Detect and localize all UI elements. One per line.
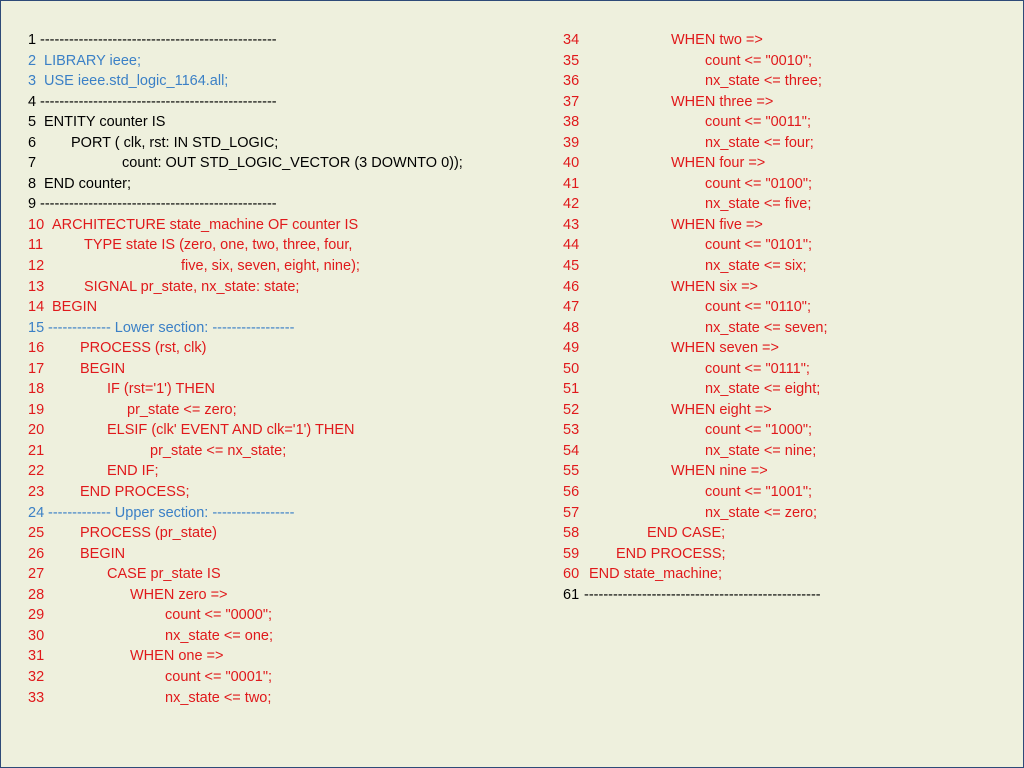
- line-number: 1: [28, 32, 37, 48]
- code-text: CASE pr_state IS: [107, 566, 221, 583]
- code-line: [563, 112, 1003, 133]
- code-line: [563, 71, 1003, 92]
- code-text: pr_state <= nx_state;: [150, 442, 287, 459]
- code-text: PROCESS (pr_state): [80, 525, 217, 542]
- code-text: count <= "0100";: [705, 175, 813, 192]
- line-number: 48: [563, 319, 580, 336]
- code-text: count <= "0110";: [705, 299, 811, 316]
- code-line: [28, 194, 548, 215]
- line-number: 60: [563, 566, 580, 583]
- code-line: [563, 482, 1003, 503]
- code-line: [563, 544, 1003, 565]
- code-text: -------------------------------------------------: [584, 586, 821, 603]
- code-line: [28, 338, 548, 359]
- code-text: END state_machine;: [589, 566, 722, 583]
- line-number: 34: [563, 32, 580, 48]
- code-line: [28, 420, 548, 441]
- code-text: count <= "0101";: [705, 237, 813, 254]
- line-number: 38: [563, 114, 580, 131]
- code-text: WHEN one =>: [130, 648, 224, 665]
- code-text: nx_state <= seven;: [705, 319, 828, 336]
- line-number: 53: [563, 422, 580, 439]
- line-number: 5: [28, 114, 37, 131]
- line-number: 4: [28, 93, 37, 110]
- line-number: 51: [563, 381, 580, 398]
- line-number: 18: [28, 381, 45, 398]
- line-number: 43: [563, 216, 580, 233]
- code-line: [28, 30, 548, 51]
- code-text: nx_state <= zero;: [705, 504, 818, 521]
- code-column-left: [28, 30, 548, 708]
- code-text: PORT ( clk, rst: IN STD_LOGIC;: [71, 134, 279, 151]
- code-line: [563, 297, 1003, 318]
- code-line: [563, 92, 1003, 113]
- code-line: [563, 215, 1003, 236]
- line-number: 11: [28, 237, 44, 254]
- code-text: ------------- Lower section: -----------------: [48, 319, 295, 336]
- code-text: WHEN nine =>: [671, 463, 768, 480]
- code-line: [28, 215, 548, 236]
- code-line: [28, 235, 548, 256]
- code-text: count <= "0001";: [165, 668, 273, 685]
- code-line: [28, 51, 548, 72]
- code-text: END counter;: [44, 175, 132, 192]
- code-text: nx_state <= nine;: [705, 442, 817, 459]
- code-text: WHEN zero =>: [130, 586, 228, 603]
- code-line: [28, 277, 548, 298]
- code-text: nx_state <= one;: [165, 627, 274, 644]
- code-text: ARCHITECTURE state_machine OF counter IS: [52, 216, 359, 233]
- code-line: [28, 441, 548, 462]
- line-number: 13: [28, 278, 45, 295]
- code-text: count <= "0000";: [165, 607, 273, 624]
- code-text: five, six, seven, eight, nine);: [181, 258, 360, 275]
- code-line: [28, 174, 548, 195]
- line-number: 49: [563, 340, 580, 357]
- code-line: [28, 379, 548, 400]
- code-text: count <= "1001";: [705, 484, 813, 501]
- line-number: 54: [563, 442, 580, 459]
- code-line: [28, 503, 548, 524]
- code-text: count <= "0011";: [705, 114, 811, 131]
- line-number: 12: [28, 258, 45, 275]
- code-line: [563, 194, 1003, 215]
- code-line: [563, 277, 1003, 298]
- line-number: 9: [28, 196, 37, 213]
- line-number: 52: [563, 401, 580, 418]
- code-line: [563, 400, 1003, 421]
- line-number: 19: [28, 401, 45, 418]
- code-line: [563, 461, 1003, 482]
- line-number: 8: [28, 175, 37, 192]
- code-text: TYPE state IS (zero, one, two, three, four,: [84, 237, 353, 254]
- code-text: BEGIN: [80, 545, 126, 562]
- code-line: [28, 359, 548, 380]
- code-text: count <= "1000";: [705, 422, 813, 439]
- line-number: 57: [563, 504, 580, 521]
- code-line: [28, 688, 548, 709]
- code-text: SIGNAL pr_state, nx_state: state;: [84, 278, 300, 295]
- code-line: [28, 626, 548, 647]
- line-number: 36: [563, 73, 580, 90]
- code-line: [28, 153, 548, 174]
- code-line: [28, 667, 548, 688]
- code-text: END PROCESS;: [80, 484, 190, 501]
- code-text: ENTITY counter IS: [44, 114, 166, 131]
- code-line: [28, 585, 548, 606]
- code-column-right: [563, 30, 1003, 605]
- code-line: [563, 523, 1003, 544]
- line-number: 50: [563, 360, 580, 377]
- code-text: WHEN six =>: [671, 278, 759, 295]
- code-text: WHEN four =>: [671, 155, 766, 172]
- code-text: -------------------------------------------------: [40, 196, 277, 213]
- code-text: -------------------------------------------------: [40, 32, 277, 48]
- code-text: WHEN eight =>: [671, 401, 772, 418]
- code-text: nx_state <= eight;: [705, 381, 821, 398]
- code-line: [563, 503, 1003, 524]
- code-text: nx_state <= three;: [705, 73, 822, 90]
- line-number: 40: [563, 155, 580, 172]
- code-line: [28, 297, 548, 318]
- code-line: [28, 482, 548, 503]
- line-number: 25: [28, 525, 45, 542]
- code-text: END IF;: [107, 463, 159, 480]
- line-number: 7: [28, 155, 37, 172]
- code-text: ELSIF (clk' EVENT AND clk='1') THEN: [107, 422, 355, 439]
- code-line: [563, 235, 1003, 256]
- code-line: [563, 359, 1003, 380]
- line-number: 2: [28, 52, 37, 69]
- line-number: 44: [563, 237, 580, 254]
- code-line: [563, 30, 1003, 51]
- line-number: 31: [28, 648, 45, 665]
- line-number: 55: [563, 463, 580, 480]
- line-number: 47: [563, 299, 580, 316]
- line-number: 33: [28, 689, 45, 706]
- code-line: [28, 564, 548, 585]
- code-text: nx_state <= five;: [705, 196, 812, 213]
- code-line: [563, 379, 1003, 400]
- line-number: 41: [563, 175, 580, 192]
- line-number: 17: [28, 360, 45, 377]
- line-number: 3: [28, 73, 37, 90]
- line-number: 26: [28, 545, 45, 562]
- code-line: [28, 256, 548, 277]
- code-text: nx_state <= four;: [705, 134, 814, 151]
- line-number: 59: [563, 545, 580, 562]
- line-number: 6: [28, 134, 37, 151]
- code-line: [28, 71, 548, 92]
- line-number: 16: [28, 340, 45, 357]
- code-line: [28, 605, 548, 626]
- code-line: [563, 256, 1003, 277]
- code-text: PROCESS (rst, clk): [80, 340, 207, 357]
- code-line: [563, 153, 1003, 174]
- line-number: 22: [28, 463, 45, 480]
- code-text: -------------------------------------------------: [40, 93, 277, 110]
- line-number: 39: [563, 134, 580, 151]
- code-text: nx_state <= two;: [165, 689, 272, 706]
- line-number: 35: [563, 52, 580, 69]
- code-text: count <= "0010";: [705, 52, 813, 69]
- line-number: 28: [28, 586, 45, 603]
- line-number: 29: [28, 607, 45, 624]
- code-line: [28, 92, 548, 113]
- line-number: 24: [28, 504, 45, 521]
- line-number: 21: [28, 442, 45, 459]
- code-text: END PROCESS;: [616, 545, 726, 562]
- code-text: LIBRARY ieee;: [44, 52, 141, 69]
- code-line: [28, 544, 548, 565]
- line-number: 32: [28, 668, 45, 685]
- code-text: count: OUT STD_LOGIC_VECTOR (3 DOWNTO 0));: [122, 155, 463, 172]
- code-text: USE ieee.std_logic_1164.all;: [44, 73, 229, 90]
- code-line: [563, 51, 1003, 72]
- line-number: 15: [28, 319, 45, 336]
- code-line: [28, 112, 548, 133]
- line-number: 30: [28, 627, 45, 644]
- code-line: [563, 441, 1003, 462]
- code-text: WHEN five =>: [671, 216, 763, 233]
- code-line: [563, 318, 1003, 339]
- code-line: [28, 318, 548, 339]
- code-text: pr_state <= zero;: [127, 401, 237, 418]
- code-line: [28, 400, 548, 421]
- code-line: [563, 174, 1003, 195]
- line-number: 27: [28, 566, 45, 583]
- code-text: WHEN three =>: [671, 93, 774, 110]
- line-number: 10: [28, 216, 45, 233]
- code-line: [563, 338, 1003, 359]
- code-line: [28, 133, 548, 154]
- line-number: 61: [563, 586, 580, 603]
- code-text: IF (rst='1') THEN: [107, 381, 215, 398]
- line-number: 46: [563, 278, 580, 295]
- code-line: [563, 564, 1003, 585]
- line-number: 37: [563, 93, 580, 110]
- code-text: END CASE;: [647, 525, 726, 542]
- code-text: count <= "0111";: [705, 360, 810, 377]
- line-number: 42: [563, 196, 580, 213]
- code-line: [563, 585, 1003, 606]
- line-number: 58: [563, 525, 580, 542]
- line-number: 45: [563, 258, 580, 275]
- code-line: [28, 523, 548, 544]
- code-text: WHEN seven =>: [671, 340, 779, 357]
- code-text: ------------- Upper section: -----------------: [48, 504, 295, 521]
- line-number: 14: [28, 299, 45, 316]
- code-text: BEGIN: [80, 360, 126, 377]
- code-text: BEGIN: [52, 299, 98, 316]
- line-number: 20: [28, 422, 45, 439]
- code-line: [563, 420, 1003, 441]
- line-number: 56: [563, 484, 580, 501]
- code-text: WHEN two =>: [671, 32, 763, 48]
- code-line: [563, 133, 1003, 154]
- code-line: [28, 646, 548, 667]
- line-number: 23: [28, 484, 45, 501]
- code-line: [28, 461, 548, 482]
- code-text: nx_state <= six;: [705, 258, 807, 275]
